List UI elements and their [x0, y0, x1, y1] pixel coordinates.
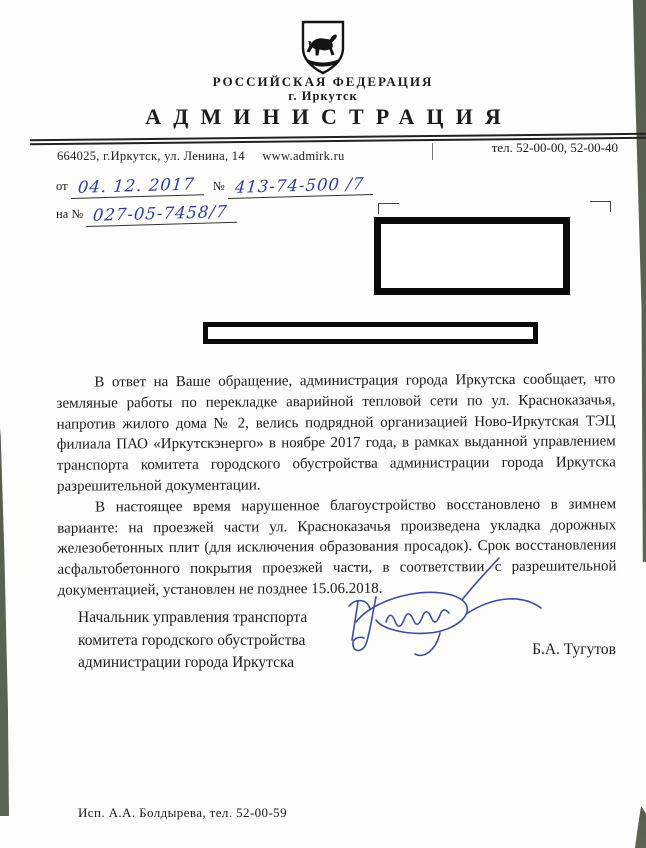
- signer-name: Б.А. Тугутов: [532, 641, 616, 658]
- addressee-corner-mark-left: [378, 203, 399, 214]
- letterhead-city: г. Иркутск: [288, 89, 358, 103]
- letterhead-address-line: [57, 149, 345, 164]
- signer-position-block: [78, 607, 307, 675]
- executor-line: Исп. А.А. Болдырева, тел. 52-00-59: [78, 805, 287, 820]
- incoming-reference-row: [56, 202, 237, 227]
- handwritten-date: 04. 12. 2017: [71, 174, 206, 199]
- redaction-box-addressee: [374, 217, 570, 295]
- addressee-corner-mark-right: [590, 201, 611, 212]
- reply-to-label: на №: [56, 207, 84, 221]
- signer-position-line2: комитета городского обустройства: [78, 631, 306, 649]
- signer-position-line1: Начальник управления транспорта: [78, 609, 308, 626]
- scan-edge-artifact-bottom-right: [635, 806, 646, 848]
- letterhead-organization: АДМИНИСТРАЦИЯ: [145, 104, 513, 129]
- address-divider-tick: [432, 143, 433, 160]
- letterhead-phones: тел. 52-00-00, 52-00-40: [491, 140, 618, 155]
- number-sign-label: №: [212, 179, 225, 193]
- scan-edge-artifact-left: [0, 428, 9, 816]
- irkutsk-coat-of-arms-icon: [299, 20, 347, 76]
- postal-address: 664025, г.Иркутск, ул. Ленина, 14: [57, 149, 245, 163]
- from-label: от: [56, 179, 68, 193]
- signer-position-line3: администрации города Иркутска: [78, 654, 295, 671]
- body-paragraph-2: В настоящее время нарушенное благоустройство восстановлено в зимнем варианте: на проезжей части ул. Красноказачья произведена укладка дорожных железобетонных плит (для исключения образования просадок). Срок восстановления асфальтобетонного покрытия проезжей части, в соответствии с разрешительной документацией, установлен не позднее 15.06.2018.: [57, 496, 617, 599]
- website-text: www.admirk.ru: [262, 149, 345, 163]
- letterhead-country: РОССИЙСКАЯ ФЕДЕРАЦИЯ: [212, 74, 434, 89]
- handwritten-incoming-number: 027-05-7458/7: [86, 202, 238, 227]
- outgoing-reference-row: [56, 174, 373, 199]
- handwritten-signature-icon: [342, 556, 547, 671]
- body-paragraph-1: В ответ на Ваше обращение, администрация города Иркутска сообщает, что земляные работы по перекладке аварийной тепловой сети по ул. Красноказачья, напротив жилого дома № 2, велись подрядной организацией Ново-Иркутская ТЭЦ филиала ПАО «Иркутскэнерго» в ноябре 2017 года, в рамках выданной управлением транспорта комитета городского обустройства администрации города Иркутска разрешительной документации.: [56, 371, 616, 495]
- handwritten-outgoing-number: 413-74-500 /7: [228, 174, 375, 199]
- redaction-box-subject-line: [203, 322, 538, 344]
